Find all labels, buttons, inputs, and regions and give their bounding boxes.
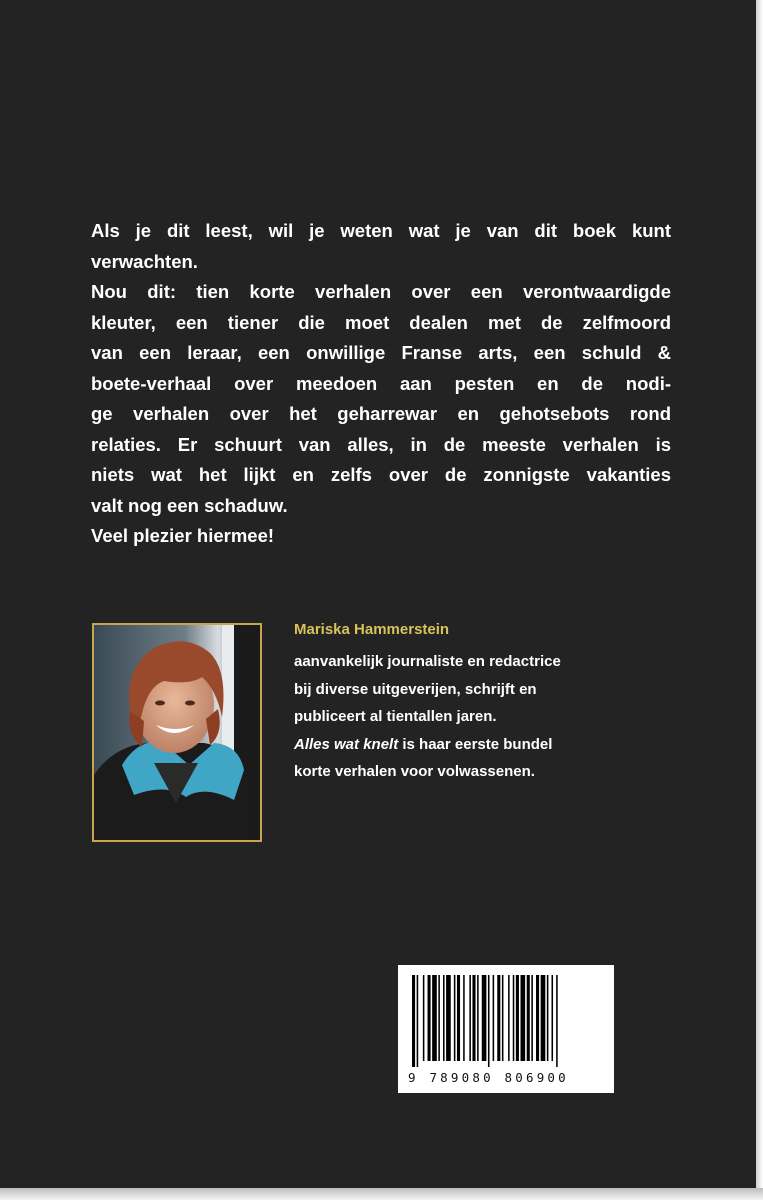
barcode-bar — [472, 975, 475, 1061]
author-bio — [294, 648, 624, 786]
barcode-bar — [536, 975, 539, 1061]
barcode-bar — [463, 975, 465, 1061]
author-bio-line: bij diverse uitgeverijen, schrijft en — [294, 680, 537, 698]
barcode-bar — [497, 975, 500, 1061]
barcode-bar — [417, 975, 419, 1067]
barcode-bar — [412, 975, 415, 1067]
blurb-line: Nou dit: tien korte verhalen over een verontwaardigde — [91, 281, 671, 302]
blurb-line: relaties. Er schuurt van alles, in de meeste verhalen is — [91, 433, 671, 455]
author-name: Mariska Hammerstein — [294, 621, 450, 638]
barcode-bar — [482, 975, 487, 1061]
blurb-line: verwachten. — [91, 250, 198, 272]
barcode-icon — [410, 975, 602, 1067]
barcode-bar — [446, 975, 451, 1061]
barcode-bar — [443, 975, 445, 1061]
blurb-text — [91, 216, 671, 552]
barcode-bar — [521, 975, 526, 1061]
barcode-bar — [516, 975, 519, 1061]
blurb-line: Als je dit leest, wil je weten wat je van dit boek kunt — [91, 220, 671, 241]
author-portrait-icon — [94, 625, 260, 840]
author-bio-line: aanvankelijk journaliste en redactrice — [294, 653, 561, 670]
barcode-bar — [531, 975, 533, 1061]
barcode-bar — [547, 975, 549, 1061]
barcode-bar — [552, 975, 554, 1061]
blurb-line: niets wat het lijkt en zelfs over de zonnigste vakanties — [91, 464, 671, 485]
barcode-bar — [469, 975, 471, 1061]
barcode-bar — [527, 975, 530, 1061]
blurb-line: valt nog een schaduw. — [91, 494, 288, 516]
blurb-line: ge verhalen over het geharrewar en gehotsebots rond — [91, 403, 671, 424]
blurb-line: Veel plezier hiermee! — [91, 525, 275, 546]
author-bio-line-rest: is haar eerste bundel — [398, 735, 553, 753]
barcode-bar — [513, 975, 515, 1061]
barcode-bar — [457, 975, 460, 1061]
barcode-bar — [454, 975, 456, 1061]
barcode-bar — [432, 975, 437, 1061]
blurb-line: van een leraar, een onwillige Franse arts, een schuld & — [91, 342, 671, 363]
barcode-bar — [477, 975, 479, 1061]
barcode-bar — [508, 975, 510, 1061]
barcode-bar — [556, 975, 558, 1067]
author-bio-line: korte verhalen voor volwassenen. — [294, 763, 535, 780]
blurb-line: boete-verhaal over meedoen aan pesten en de nodi- — [91, 372, 671, 394]
barcode-bar — [488, 975, 490, 1067]
author-bio-line: publiceert al tientallen jaren. — [294, 708, 497, 725]
blurb-line: kleuter, een tiener die moet dealen met de zelfmoord — [91, 311, 671, 333]
author-bio-line — [294, 731, 624, 759]
barcode-bar — [423, 975, 425, 1061]
barcode-bar — [541, 975, 546, 1061]
barcode-bar — [438, 975, 440, 1061]
barcode — [398, 965, 614, 1093]
cover-side-edge — [756, 0, 763, 1200]
barcode-bar — [428, 975, 431, 1061]
barcode-bar — [502, 975, 504, 1061]
barcode-bar — [493, 975, 495, 1061]
book-title: Alles wat knelt — [294, 735, 399, 753]
cover-bottom-edge — [0, 1188, 763, 1200]
author-photo — [92, 623, 262, 842]
isbn-number: 9 789080 806900 — [408, 1070, 569, 1085]
